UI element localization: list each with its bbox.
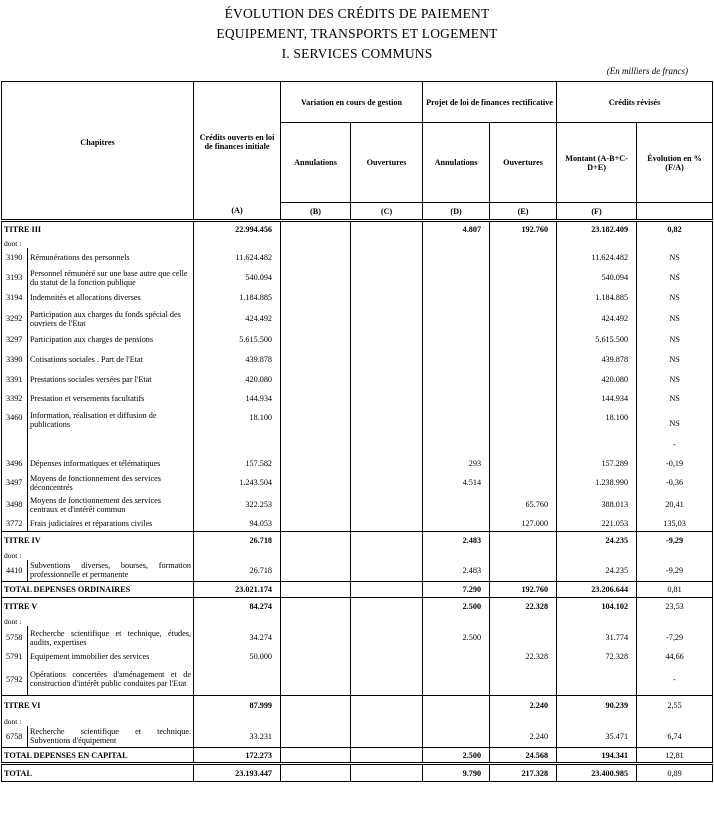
credits-table [1, 81, 713, 782]
header-ouvertures-c: Ouvertures [351, 123, 423, 203]
cell-f: 388.013 [557, 494, 637, 516]
cell-g: 12,81 [637, 748, 713, 764]
cell-a: 322.253 [194, 494, 281, 516]
cell-g: 0,82 [637, 221, 713, 238]
cell-f: 144.934 [557, 389, 637, 409]
table-row [2, 330, 713, 350]
header-annulations-b: Annulations [281, 123, 351, 203]
row-label: TITRE III [2, 221, 194, 238]
table-row [2, 748, 713, 764]
cell-a: 1.184.885 [194, 288, 281, 308]
row-label: Moyens de fonctionnement des services centraux et d'intérêt commun [30, 495, 161, 514]
cell-f: 31.774 [557, 626, 637, 650]
row-code: 3496 [2, 455, 28, 472]
row-label: Frais judiciaires et réparations civiles [28, 516, 194, 532]
cell-f: 35.471 [557, 726, 637, 748]
row-code: 3498 [2, 494, 28, 516]
dont-label: dont : [2, 716, 194, 726]
row-code: 3497 [2, 472, 28, 494]
unit-note: (En milliers de francs) [606, 66, 688, 76]
cell-d: 7.290 [423, 582, 490, 598]
col-b: (B) [281, 203, 351, 221]
row-code: 3390 [2, 350, 28, 370]
row-code: 4410 [2, 560, 28, 582]
cell-g: 20,41 [637, 494, 713, 516]
cell-a: 157.582 [194, 455, 281, 472]
document-title [0, 4, 714, 64]
cell-f: 439.878 [557, 350, 637, 370]
col-f: (F) [557, 203, 637, 221]
row-label: Prestations sociales versées par l'Etat [28, 370, 194, 389]
title-line-1: ÉVOLUTION DES CRÉDITS DE PAIEMENT [224, 6, 490, 21]
table-row [2, 626, 713, 650]
cell-a: 172.273 [194, 748, 281, 764]
cell-f: 5.615.500 [557, 330, 637, 350]
cell-g: 6,74 [637, 726, 713, 748]
cell-d: 293 [423, 455, 490, 472]
cell-g: 0,81 [637, 582, 713, 598]
cell-f: 424.492 [557, 308, 637, 330]
cell-g: NS [637, 308, 713, 330]
cell-e: 22.328 [490, 598, 557, 616]
cell-a: 33.231 [194, 726, 281, 748]
cell-a: 18.100 [194, 409, 281, 455]
cell-f: 221.053 [557, 516, 637, 532]
header-credits-revises: Crédits révisés [557, 82, 713, 123]
row-label: Cotisations sociales . Part de l'Etat [28, 350, 194, 370]
cell-a: 22.994.456 [194, 221, 281, 238]
header-montant: Montant (A-B+C-D+E) [557, 123, 637, 203]
table-row [2, 389, 713, 409]
col-e: (E) [490, 203, 557, 221]
table-row [2, 248, 713, 268]
cell-g: NS - [637, 409, 713, 455]
cell-e: 2.240 [490, 696, 557, 716]
row-label: Equipement immobilier des services [28, 650, 194, 664]
header-variation: Variation en cours de gestion [281, 82, 423, 123]
cell-f: 11.624.482 [557, 248, 637, 268]
cell-e: 192.760 [490, 582, 557, 598]
table-row [2, 764, 713, 782]
cell-g: NS [637, 288, 713, 308]
row-label: Indemnités et allocations diverses [28, 288, 194, 308]
cell-e: 127.000 [490, 516, 557, 532]
cell-a: 540.094 [194, 268, 281, 288]
cell-f: 157.289 [557, 455, 637, 472]
header-projet: Projet de loi de finances rectificative [423, 82, 557, 123]
table-row [2, 268, 713, 288]
row-code: 6758 [2, 726, 28, 748]
cell-a: 420.080 [194, 370, 281, 389]
cell-a: 11.624.482 [194, 248, 281, 268]
cell-f: 1.238.990 [557, 472, 637, 494]
dont-row [2, 238, 713, 248]
cell-a: 23.193.447 [194, 764, 281, 782]
table-row [2, 696, 713, 716]
cell-g: NS [637, 268, 713, 288]
table-row [2, 308, 713, 330]
cell-g: 0,89 [637, 764, 713, 782]
row-label: Personnel rémunéré sur une base autre que celle du statut de la fonction publique [30, 268, 188, 287]
dont-label: dont : [2, 238, 194, 248]
cell-f: 23.182.409 [557, 221, 637, 238]
row-label: Dépenses informatiques et télématiques [28, 455, 194, 472]
cell-g: -9,29 [637, 560, 713, 582]
row-label: TOTAL DEPENSES EN CAPITAL [2, 748, 194, 764]
row-label: TITRE V [2, 598, 194, 616]
cell-d: 2.500 [423, 748, 490, 764]
cell-f: 72.328 [557, 650, 637, 664]
row-label: Opérations concertées d'aménagement et de construction d'intérêt public conduites par l'Etat [30, 670, 192, 689]
row-code: 5758 [2, 626, 28, 650]
cell-a: 439.878 [194, 350, 281, 370]
dont-label: dont : [2, 550, 194, 560]
table-row [2, 664, 713, 696]
row-code: 5791 [2, 650, 28, 664]
row-code: 3772 [2, 516, 28, 532]
cell-a: 26.718 [194, 560, 281, 582]
row-code: 3193 [2, 268, 28, 288]
cell-g: 44,66 [637, 650, 713, 664]
row-label: TOTAL [2, 764, 194, 782]
cell-f: 1.184.885 [557, 288, 637, 308]
cell-f: 104.102 [557, 598, 637, 616]
cell-f: 24.235 [557, 532, 637, 550]
col-d: (D) [423, 203, 490, 221]
row-label: Subventions diverses, bourses, formation professionnelle et permanente [30, 561, 192, 580]
cell-d: 4.807 [423, 221, 490, 238]
table-row [2, 650, 713, 664]
cell-a: 424.492 [194, 308, 281, 330]
table-row [2, 560, 713, 582]
cell-g: -0,19 [637, 455, 713, 472]
cell-d: 2.500 [423, 598, 490, 616]
cell-a: 50.000 [194, 650, 281, 664]
cell-g: NS [637, 370, 713, 389]
cell-a: 23.021.174 [194, 582, 281, 598]
table-row [2, 494, 713, 516]
cell-f: 23.206.644 [557, 582, 637, 598]
cell-f: 23.400.985 [557, 764, 637, 782]
cell-f: 90.239 [557, 696, 637, 716]
table-row [2, 516, 713, 532]
cell-d: 4.514 [423, 472, 490, 494]
table-row [2, 472, 713, 494]
row-label: Moyens de fonctionnement des services déconcentrés [30, 473, 161, 492]
table-row [2, 370, 713, 389]
row-label: Participation aux charges du fonds spécial des ouvriers de l'Etat [30, 309, 181, 328]
row-label: TITRE VI [2, 696, 194, 716]
table-row [2, 288, 713, 308]
cell-g: NS [637, 350, 713, 370]
table-row [2, 221, 713, 238]
row-code: 3297 [2, 330, 28, 350]
row-label: Recherche scientifique et technique, études, audits, expertises [30, 628, 192, 647]
cell-d: 2.483 [423, 560, 490, 582]
row-code: 3392 [2, 389, 28, 409]
row-code: 3190 [2, 248, 28, 268]
cell-g: 2,55 [637, 696, 713, 716]
cell-f: 24.235 [557, 560, 637, 582]
cell-d: 9.790 [423, 764, 490, 782]
header-ouvertures-e: Ouvertures [490, 123, 557, 203]
row-code: 3460 [2, 409, 28, 455]
table-row [2, 598, 713, 616]
table-row [2, 582, 713, 598]
col-a: (A) [194, 203, 281, 221]
row-code: 3391 [2, 370, 28, 389]
col-c: (C) [351, 203, 423, 221]
row-code: 5792 [2, 664, 28, 696]
cell-a: 144.934 [194, 389, 281, 409]
row-code: 3292 [2, 308, 28, 330]
row-label: Rémunérations des personnels [28, 248, 194, 268]
row-label: TOTAL DEPENSES ORDINAIRES [2, 582, 194, 598]
cell-a: 87.999 [194, 696, 281, 716]
cell-f: 18.100 [557, 409, 637, 455]
table-row [2, 409, 713, 455]
dont-row [2, 716, 713, 726]
cell-a: 26.718 [194, 532, 281, 550]
cell-g: NS [637, 330, 713, 350]
cell-g: -0,36 [637, 472, 713, 494]
cell-g: 23,53 [637, 598, 713, 616]
title-line-3: I. SERVICES COMMUNS [281, 46, 433, 61]
cell-a: 94.053 [194, 516, 281, 532]
row-label: Information, réalisation et diffusion de publications [30, 410, 157, 429]
cell-d: 2.483 [423, 532, 490, 550]
cell-e: 65.760 [490, 494, 557, 516]
cell-f: 540.094 [557, 268, 637, 288]
title-line-2: EQUIPEMENT, TRANSPORTS ET LOGEMENT [216, 26, 498, 41]
cell-e: 22.328 [490, 650, 557, 664]
cell-e: 2.240 [490, 726, 557, 748]
row-code: 3194 [2, 288, 28, 308]
cell-a: 84.274 [194, 598, 281, 616]
cell-a: 1.243.504 [194, 472, 281, 494]
header-credits-ouverts: Crédits ouverts en loi de finances initiale [194, 82, 281, 203]
table-row [2, 726, 713, 748]
dont-row [2, 616, 713, 626]
cell-e: 217.328 [490, 764, 557, 782]
cell-g: NS [637, 248, 713, 268]
table-row [2, 350, 713, 370]
cell-f: 194.341 [557, 748, 637, 764]
cell-g: -9,29 [637, 532, 713, 550]
cell-e: 192.760 [490, 221, 557, 238]
row-label: Recherche scientifique et technique. Subventions d'équipement [30, 727, 192, 746]
row-label: Prestation et versements facultatifs [28, 389, 194, 409]
header-chapitres: Chapitres [2, 82, 194, 203]
table-row [2, 455, 713, 472]
cell-f: 420.080 [557, 370, 637, 389]
dont-row [2, 550, 713, 560]
row-label: TITRE IV [2, 532, 194, 550]
cell-d: 2.500 [423, 626, 490, 650]
header-evolution: Évolution en % (F/A) [637, 123, 713, 203]
cell-g: -7,29 [637, 626, 713, 650]
cell-a: 5.615.500 [194, 330, 281, 350]
cell-g: - [637, 664, 713, 696]
cell-g: 135,03 [637, 516, 713, 532]
cell-g: NS [637, 389, 713, 409]
row-label: Participation aux charges de pensions [28, 330, 194, 350]
cell-e: 24.568 [490, 748, 557, 764]
cell-a: 34.274 [194, 626, 281, 650]
header-annulations-d: Annulations [423, 123, 490, 203]
table-row [2, 532, 713, 550]
dont-label: dont : [2, 616, 194, 626]
